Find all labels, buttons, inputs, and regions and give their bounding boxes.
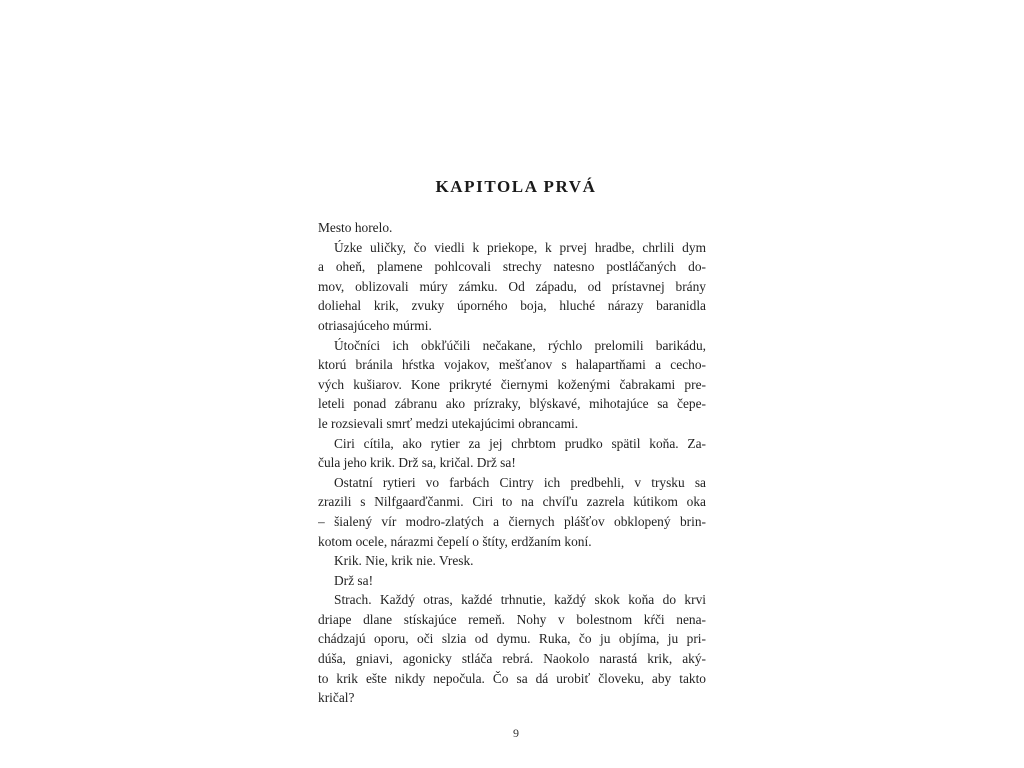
text-line: čula jeho krik. Drž sa, kričal. Drž sa! [318,455,516,471]
text-line: kričal? [318,690,355,706]
body-text [318,218,706,708]
text-line: le rozsievali smrť medzi utekajúcimi obrancami. [318,415,579,431]
text-line: Mesto horelo. [318,220,393,235]
text-line: chádzajú oporu, oči slzia od dymu. Ruka, čo ju objíma, ju pri- [318,631,706,647]
text-line: otriasajúceho múrmi. [318,317,432,333]
text-line: Ostatní rytieri vo farbách Cintry ich predbehli, v trysku sa [334,474,706,490]
text-line: Drž sa! [334,572,374,588]
text-line: to krik ešte nikdy nepočula. Čo sa dá urobiť človeku, aby takto [318,670,706,686]
text-line: Úzke uličky, čo viedli k priekope, k prvej hradbe, chrlili dym [334,239,706,255]
text-line: a oheň, plamene pohlcovali strechy natesno postláčaných do- [318,259,706,275]
text-line: kotom ocele, nárazmi čepelí o štíty, erdžaním koní. [318,533,592,549]
text-line: zrazili s Nilfgaarďčanmi. Ciri to na chvíľu zazrela kútikom oka [318,494,706,510]
text-line: ktorú bránila hŕstka vojakov, mešťanov s halapartňami a cecho- [318,357,706,373]
text-line: Krik. Nie, krik nie. Vresk. [334,553,474,569]
text-line: driape dlane stískajúce remeň. Nohy v bolestnom kŕči nena- [318,611,706,627]
text-line: doliehal krik, zvuky úporného boja, hluché nárazy baranidla [318,298,706,314]
text-line: – šialený vír modro-zlatých a čiernych plášťov obklopený brin- [318,513,706,529]
text-line: mov, oblizovali múry zámku. Od západu, od prístavnej brány [318,278,706,294]
text-line: leteli ponad zábranu ako prízraky, blýskavé, mihotajúce sa čepe- [318,396,706,412]
text-line: vých kušiarov. Kone prikryté čiernymi koženými čabrakami pre- [318,376,706,392]
text-line: Útočníci ich obkľúčili nečakane, rýchlo prelomili barikádu, [334,337,706,353]
text-line: Ciri cítila, ako rytier za jej chrbtom prudko spätil koňa. Za- [334,435,706,451]
chapter-title: KAPITOLA PRVÁ [435,177,597,196]
page-number: 9 [513,726,519,740]
text-line: Strach. Každý otras, každé trhnutie, každý skok koňa do krvi [334,592,706,608]
text-line: dúša, gniavi, agonicky stláča rebrá. Naokolo narastá krik, aký- [318,651,706,667]
